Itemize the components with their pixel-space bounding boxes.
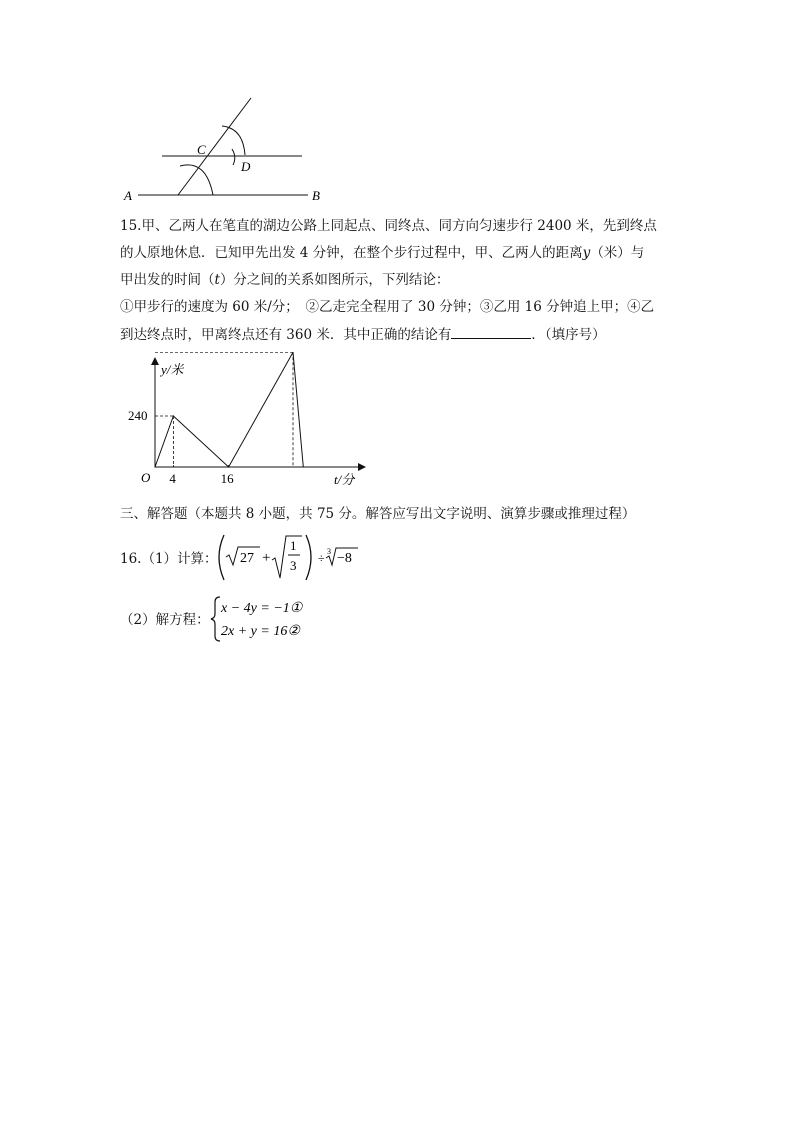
equation-1: x − 4y = −1① bbox=[221, 601, 303, 616]
var-y: y bbox=[582, 245, 591, 261]
distance-time-chart bbox=[120, 352, 380, 492]
plus-sign: + bbox=[262, 550, 271, 566]
left-paren bbox=[219, 535, 224, 580]
sqrt-frac-sign bbox=[272, 536, 302, 578]
x-tick-label: 16 bbox=[220, 471, 234, 486]
q15-line1: 15.甲、乙两人在笔直的湖边公路上同起点、同终点、同方向匀速步行 2400 米，先到终点 bbox=[120, 218, 657, 234]
equation-2: 2x + y = 16② bbox=[221, 624, 300, 639]
right-paren bbox=[306, 535, 311, 580]
sqrt-radicand: 27 bbox=[240, 551, 254, 566]
label-c: C bbox=[197, 142, 206, 157]
x-axis-label: t/分 bbox=[334, 472, 355, 487]
q15-line4: ①甲步行的速度为 60 米/分； ②乙走完全程用了 30 分钟；③乙用 16 分钟追上甲；④乙 bbox=[120, 299, 655, 315]
q15-line2 bbox=[120, 245, 644, 261]
y-axis-arrow bbox=[151, 357, 159, 365]
q15-line3 bbox=[120, 272, 449, 288]
var-t: t bbox=[214, 272, 220, 288]
arc-tick bbox=[232, 149, 235, 165]
label-a: A bbox=[124, 188, 132, 203]
q16-part2-label: （2）解方程： bbox=[120, 612, 210, 628]
transversal bbox=[178, 98, 251, 195]
x-tick-label: 4 bbox=[169, 471, 176, 486]
x-axis-arrow bbox=[358, 463, 366, 471]
frac-denominator: 3 bbox=[290, 558, 297, 573]
section-heading: 三、解答题（本题共 8 小题，共 75 分。解答应写出文字说明、演算步骤或推理过程） bbox=[120, 506, 636, 522]
q16-part1-label: 16.（1）计算： bbox=[120, 551, 218, 567]
system-brace bbox=[211, 597, 220, 641]
y-axis-label: y/米 bbox=[161, 362, 184, 377]
cbrt-radicand: −8 bbox=[337, 551, 352, 566]
q15-line5-b: ．（填序号） bbox=[531, 327, 606, 343]
label-d: D bbox=[241, 159, 251, 174]
q15-line5 bbox=[120, 326, 606, 343]
q15-line5-a: 到达终点时，甲离终点还有 360 米．其中正确的结论有 bbox=[120, 327, 452, 343]
q15-line3-a: 甲出发的时间（ bbox=[120, 272, 215, 288]
cbrt-index: 3 bbox=[327, 547, 331, 556]
q16-expression bbox=[210, 530, 360, 585]
q15-line2-b: （米）与 bbox=[590, 245, 645, 261]
arc-lower bbox=[180, 165, 213, 195]
geometry-figure bbox=[120, 92, 330, 207]
answer-blank[interactable] bbox=[451, 326, 531, 339]
y-tick-label: 240 bbox=[128, 408, 148, 423]
frac-numerator: 1 bbox=[290, 538, 297, 553]
arc-upper bbox=[222, 126, 245, 155]
q15-line2-a: 的人原地休息．已知甲先出发 4 分钟，在整个步行过程中，甲、乙两人的距离 bbox=[120, 245, 583, 261]
origin-label: O bbox=[141, 470, 151, 485]
q15-line3-b: ）分之间的关系如图所示，下列结论： bbox=[219, 272, 450, 288]
label-b: B bbox=[312, 188, 320, 203]
divide-sign: ÷ bbox=[318, 551, 325, 565]
equation-system bbox=[210, 594, 320, 644]
